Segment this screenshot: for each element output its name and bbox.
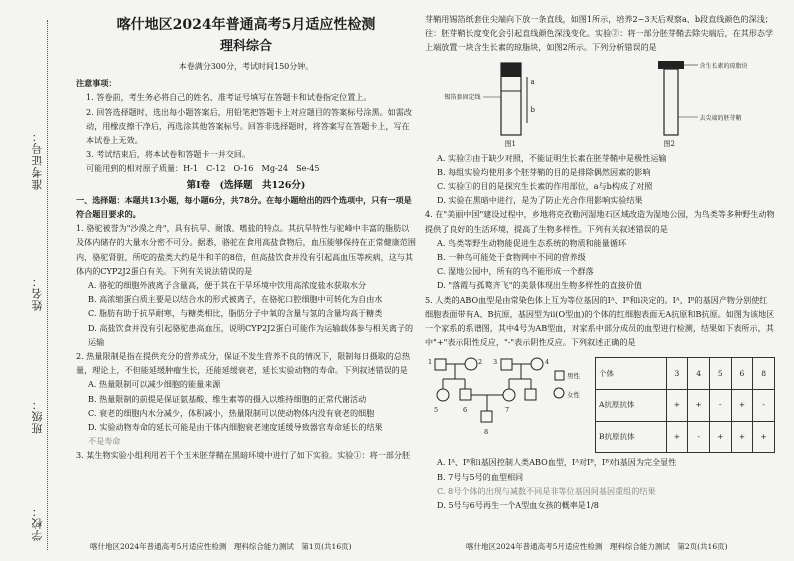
question-3-figures xyxy=(425,57,775,149)
atomic-mass-line: 可能用到的相对原子质量：H-1 C-12 O-16 Mg-24 Se-45 xyxy=(86,163,320,174)
question-2-option-c: C. 衰老的细胞内水分减少，体积减小，热量限制可以使动物体内没有衰老的细胞 xyxy=(88,407,375,418)
figure-2 xyxy=(618,57,758,149)
question-3-stem-start: 3. 某生物实验小组利用若干个玉米胚芽鞘在黑暗环境中进行了如下实验。实验①：将一部分胚 xyxy=(76,450,411,461)
table-row-label: A抗原抗体 xyxy=(596,390,667,422)
exam-id-label: 准考证号： xyxy=(31,130,44,190)
table-cell: - xyxy=(709,390,731,422)
question-2-option-d-tail: 不是寿命 xyxy=(88,436,121,447)
notice-heading: 注意事项： xyxy=(76,78,117,89)
table-header-cell: 3 xyxy=(666,358,688,390)
table-header-cell: 8 xyxy=(753,358,775,390)
pedigree-label-6: 6 xyxy=(463,406,468,415)
notice-item: 2. 回答选择题时，选出每小题答案后，用铅笔把答题卡上对应题目的答案标号涂黑。如需改动，用橡皮擦干净后，再选涂其他答案标号。回答非选择题时，将答案写在答题卡上，写在本试卷上无效。 xyxy=(86,106,412,146)
pedigree-label-8: 8 xyxy=(484,428,489,437)
binding-margin xyxy=(0,0,72,561)
question-4-stem: 4. 在"美丽中国"建设过程中，乡地将克孜勒河湿地石区域改造为湿地公园，为鸟类等多种野生动物提供了良好的生活环境，提高了生物多样性。下列有关叙述错误的是 xyxy=(425,209,775,234)
figure-1-label-b: b xyxy=(530,105,535,114)
pedigree-label-2: 2 xyxy=(478,358,483,367)
legend-female: 女性 xyxy=(567,391,580,400)
table-header-cell: 个体 xyxy=(596,358,667,390)
footer-left: 喀什地区2024年普通高考5月适应性检测 理科综合能力测试 第1页(共16页) xyxy=(90,542,352,551)
exam-title: 喀什地区2024年普通高考5月适应性检测 xyxy=(116,17,376,33)
pedigree-label-7: 7 xyxy=(505,406,510,415)
table-cell: + xyxy=(731,421,753,453)
legend-male: 男性 xyxy=(567,372,580,381)
question-2-option-d: D. 实验动物寿命的延长可能是由于体内细胞衰老速度延缓导致器官寿命延长的结果 xyxy=(88,422,383,433)
table-cell: + xyxy=(688,390,710,422)
notice-item: 3. 考试结束后，将本试卷和答题卡一并交回。 xyxy=(86,149,251,160)
table-header-cell: 6 xyxy=(731,358,753,390)
right-column xyxy=(425,12,775,512)
exam-subject: 理科综合 xyxy=(219,39,272,54)
table-header-row xyxy=(596,358,775,390)
pedigree-chart xyxy=(425,353,595,453)
exam-meta: 本卷满分300分，考试时间150分钟。 xyxy=(178,62,314,71)
question-2-option-b: B. 热量限制的前提是保证氨基酸、维生素等的摄入以维持细胞的正常代谢活动 xyxy=(88,393,367,404)
question-5-figure xyxy=(425,353,775,453)
table-cell: + xyxy=(709,421,731,453)
question-5-option-a: A. Iᴬ、Iᴮ和i基因控制人类ABO血型，Iᴬ对Iᴮ，Iᴮ对i基因为完全显性 xyxy=(437,457,677,468)
question-2-stem: 2. 热量限制是指在提供充分的营养成分，保证不发生营养不良的情况下，限制每日摄取的总热量，理论上，不但能延缓肿瘤生长，还能延缓衰老，延长实验动物的寿命。下列叙述错误的是 xyxy=(76,351,411,376)
question-3-option-b: B. 每组实验均使用多个胚芽鞘的目的是排除偶然因素的影响 xyxy=(437,166,651,177)
table-cell: + xyxy=(666,390,688,422)
figure-2-label-agar: 含生长素的琼脂块 xyxy=(699,62,748,70)
table-cell: + xyxy=(666,421,688,453)
table-cell: + xyxy=(753,421,775,453)
table-row xyxy=(596,390,775,422)
question-4-option-d: D. "落霞与孤鹜齐飞"的美景体现出生物多样性的直接价值 xyxy=(437,280,642,291)
figure-1-caption: 图1 xyxy=(504,139,516,148)
question-5-option-d: D. 5号与6号再生一个A型血女孩的概率是1/8 xyxy=(437,500,599,511)
question-4-option-a: A. 鸟类等野生动物能促进生态系统的物质和能量循环 xyxy=(437,237,627,248)
pedigree-drawing xyxy=(425,353,595,453)
school-label: 学校： xyxy=(31,505,44,541)
pedigree-label-3: 3 xyxy=(493,358,498,367)
question-4-option-c: C. 湿地公园中，所有的鸟不能形成一个群落 xyxy=(437,266,594,277)
question-3-option-d: D. 实验在黑暗中进行，是为了防止光合作用影响实验结果 xyxy=(437,195,643,206)
class-label: 班级： xyxy=(31,398,44,434)
figure-2-caption: 图2 xyxy=(663,139,675,148)
question-3-option-c: C. 实验①的目的是探究生长素的作用部位，a与b构成了对照 xyxy=(437,181,653,192)
table-header-cell: 5 xyxy=(709,358,731,390)
question-5-option-b: B. 7号与5号的血型相同 xyxy=(437,471,524,482)
question-1-stem: 1. 骆驼被誉为"沙漠之舟"，具有抗旱、耐饿、嗜盐的特点。其抗旱特性与驼峰中丰富的脂肪以及体内储存的大量水分密不可分。据悉，骆驼在食用高盐食物后，血压能够保持在正常健康范围内，骆驼肾脏，所吃的盐类大约是牛和羊的8倍，但高盐饮食并没有引起高血压等疾病，这与其体内的CYP2J2蛋白有关。下列有关说法错误的是 xyxy=(76,223,416,276)
question-4-option-b: B. 一种鸟可能处于食物网中不同的营养级 xyxy=(437,252,586,263)
footer-right: 喀什地区2024年普通高考5月适应性检测 理科综合能力测试 第2页(共16页) xyxy=(466,542,728,551)
table-cell: + xyxy=(731,390,753,422)
question-1-option-a: A. 骆驼的细胞外液离子含量高，便于其在干旱环境中饮用高浓度盐水获取水分 xyxy=(88,280,367,291)
table-cell: - xyxy=(753,390,775,422)
pedigree-label-4: 4 xyxy=(545,358,550,367)
question-1-option-d: D. 高盐饮食并没有引起骆驼患高血压，说明CYP2J2蛋白可能作为运输载体参与相关离子的运输 xyxy=(88,322,414,347)
figure-1 xyxy=(443,57,583,149)
pedigree-label-5: 5 xyxy=(434,406,439,415)
figure-1-label-a: a xyxy=(530,77,535,86)
question-2-option-a: A. 热量限制可以减少细胞的能量来源 xyxy=(88,379,221,390)
part1-title: 第Ⅰ卷 (选择题 共126分) xyxy=(186,179,306,191)
question-5-option-c: C. 8号个体的出现与减数不同是非等位基因间基因重组的结果 xyxy=(437,485,656,496)
table-header-cell: 4 xyxy=(688,358,710,390)
figure-2-label-coleoptile: 去尖端的胚芽鞘 xyxy=(699,114,742,122)
question-3-option-a: A. 实验②由于缺少对照，不能证明生长素在胚芽鞘中是极性运输 xyxy=(437,152,667,163)
question-1-option-c: C. 脂肪有助于抗旱耐寒，与糖类相比，脂肪分子中氧的含量与氢的含量均高于糖类 xyxy=(88,308,383,319)
seal-line xyxy=(47,20,48,550)
part1-instruction: 一、选择题：本题共13小题，每小题6分，共78分。在每小题给出的四个选项中，只有一项是符合题目要求的。 xyxy=(76,194,412,220)
question-5-stem: 5. 人类的ABO血型是由常染色体上互为等位基因的Iᴬ、Iᴮ和i决定的。Iᴬ、Iᴮ的基因产物分别使红细胞表面带有A、B抗原，基因型为ii(O型血)的个体的红细胞表面无A抗原和B抗原。如图为该地区一个家系的系谱图，其中4号为AB型血，对家系中部分成员的血型进行检测，结果如下表所示，其中"+"表示阳性反应，"-"表示阴性反应。下列叙述正确的是 xyxy=(425,294,775,348)
notice-item: 1. 答卷前，考生务必将自己的姓名、准考证号填写在答题卡和试卷指定位置上。 xyxy=(86,92,372,103)
question-3-stem-cont: 芽鞘用锡箔纸套住尖端向下放一条直线，如图1所示，培养2~3天后观察a、b段直线颜色的深浅；往：胚芽鞘长度变化会引起直线颜色深浅变化。实验②：将一部分胚芽鞘去除尖端后，在其形态学上端放置一块含生长素的琼脂块，如图2所示。下列分析错误的是 xyxy=(425,14,774,53)
figure-1-label-line: 锡箔套固定线 xyxy=(444,93,481,101)
pedigree-label-1: 1 xyxy=(428,358,433,367)
table-row-label: B抗原抗体 xyxy=(596,421,667,453)
table-row xyxy=(596,421,775,453)
left-column xyxy=(76,0,416,463)
name-label: 姓名： xyxy=(31,275,44,311)
table-cell: - xyxy=(688,421,710,453)
question-1-option-b: B. 高浓缩蛋白质主要是以结合水的形式被离子，在骆驼口腔细胞中可转化为自由水 xyxy=(88,294,383,305)
blood-type-table xyxy=(595,357,775,453)
